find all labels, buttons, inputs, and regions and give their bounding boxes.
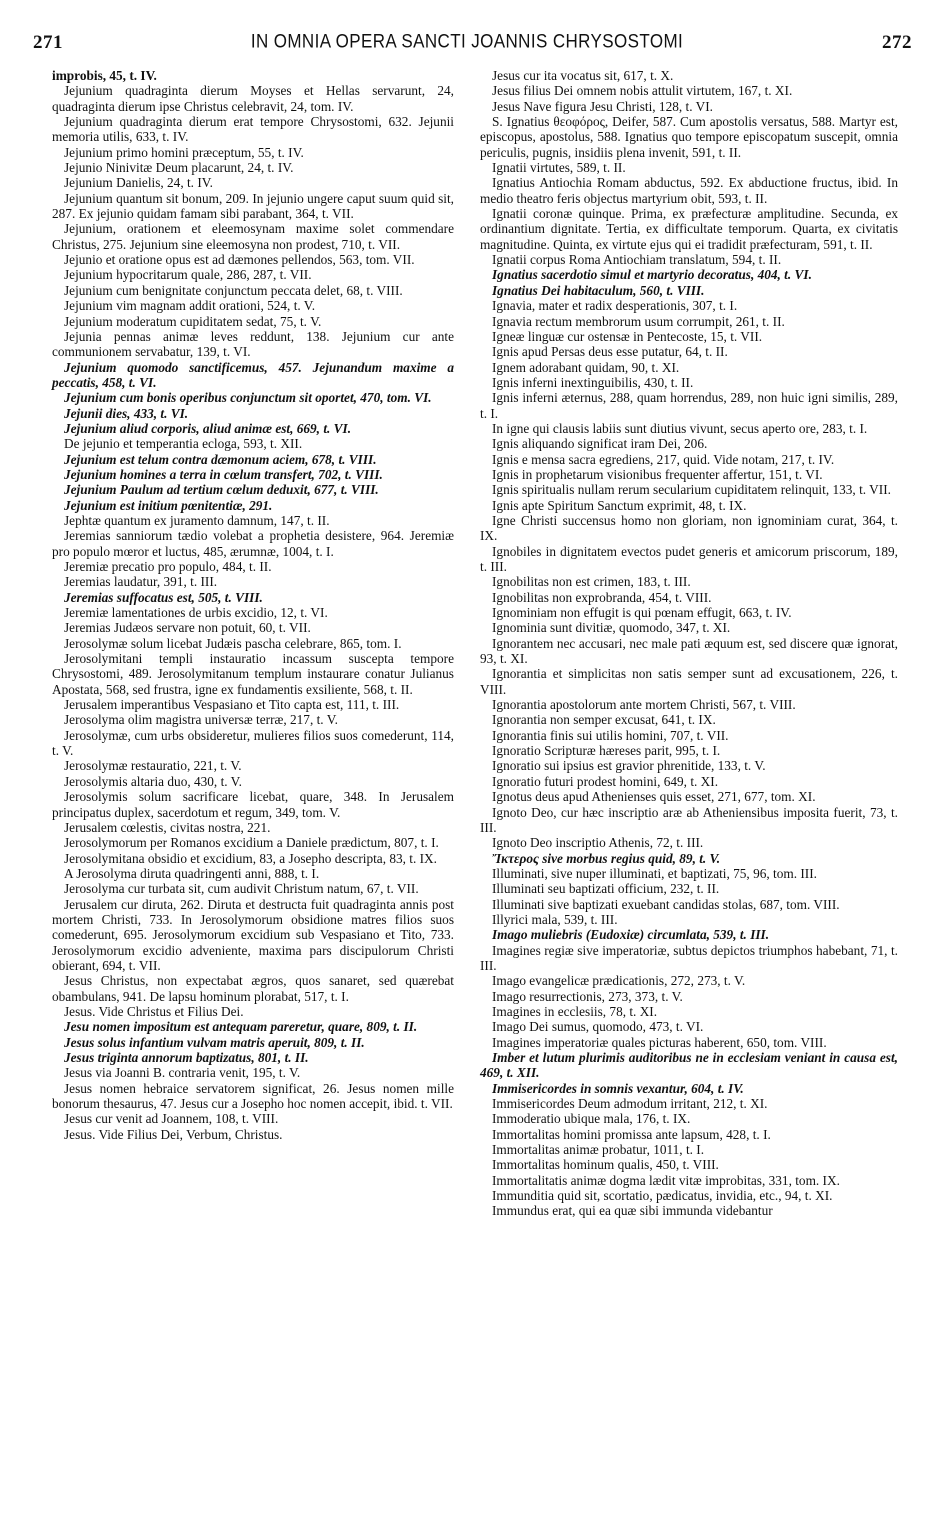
- index-entry: Illuminati sive baptizati exuebant candidas stolas, 687, tom. VIII.: [492, 896, 840, 912]
- index-entry: Jesus triginta annorum baptizatus, 801, t. II.: [64, 1050, 309, 1065]
- index-entry: Immundus erat, qui ea quæ sibi immunda videbantur: [492, 1203, 773, 1219]
- index-entry: Jejunium primo homini præceptum, 55, t. IV.: [64, 144, 304, 160]
- index-entry: A Jerosolyma diruta quadringenti anni, 888, t. I.: [64, 865, 320, 881]
- index-entry: Ignoratio futuri prodest homini, 649, t. XI.: [492, 773, 719, 789]
- page-header: [0, 28, 934, 58]
- index-entry: Ignobiles in dignitatem evectos pudet generis et amicorum priscorum, 189, t. III.: [480, 543, 898, 574]
- running-title: IN OMNIA OPERA SANCTI JOANNIS CHRYSOSTOMI: [250, 30, 684, 53]
- index-entry: Imago muliebris (Eudoxiæ) circumlata, 539, t. III.: [492, 927, 770, 943]
- index-entry: Imago evangelicæ prædicationis, 272, 273, t. V.: [492, 973, 746, 989]
- index-entry: Jesus. Vide Christus et Filius Dei.: [64, 1003, 244, 1019]
- index-entry: Jejunium cum bonis operibus conjunctum sit oportet, 470, tom. VI.: [64, 390, 432, 406]
- index-entry: Jejunium quomodo sanctificemus, 457. Jejunandum maxime a peccatis, 458, t. VI.: [52, 359, 454, 390]
- index-entry: Jeremias Judæos servare non potuit, 60, t. VII.: [64, 620, 311, 636]
- index-entry: Jesus via Joanni B. contraria venit, 195, t. V.: [64, 1065, 301, 1081]
- index-entry: Ignis e mensa sacra egrediens, 217, quid. Vide notam, 217, t. IV.: [492, 451, 835, 467]
- index-column-left: [52, 68, 454, 1142]
- index-entry: Jerosolyma cur turbata sit, cum audivit Christum natum, 67, t. VII.: [64, 881, 419, 897]
- index-entry: Jesus solus infantium vulvam matris aperuit, 809, t. II.: [64, 1034, 365, 1050]
- index-entry: Ignis in prophetarum visionibus frequenter affertur, 151, t. VI.: [492, 466, 823, 482]
- index-entry: Jejunium quadraginta dierum Moyses et Hellas servarunt, 24, quadraginta dierum ipse Christus celebravit, 24, tom. IV.: [52, 83, 454, 114]
- index-entry: Jejunium vim magnam addit orationi, 524, t. V.: [64, 298, 316, 314]
- index-entry: Jejunia pennas animæ leves reddunt, 138. Jejunium cur ante communionem servabatur, 139, t. VI.: [52, 328, 454, 360]
- index-entry: Ignorantia et simplicitas non satis semper sunt ad excusationem, 226, t. VIII.: [480, 666, 898, 697]
- index-entry: Ignobilitas non est crimen, 183, t. III.: [492, 574, 691, 590]
- index-entry: Jejunio et oratione opus est ad dæmones pellendos, 563, tom. VII.: [64, 252, 415, 268]
- index-entry: Ignoratio Scripturæ hæreses parit, 995, t. I.: [492, 743, 721, 759]
- index-entry: Ἴκτερος sive morbus regius quid, 89, t. V.: [492, 850, 721, 866]
- index-entry: Ignobilitas non exprobranda, 454, t. VIII.: [492, 589, 712, 605]
- index-entry: Jerosolymis solum sacrificare licebat, quare, 348. In Jerusalem principatus duplex, sacerdotum et regum, 349, tom. V.: [52, 789, 454, 820]
- index-entry: Ignorantia finis sui utilis homini, 707, t. VII.: [492, 727, 729, 743]
- index-entry: Jerosolymis altaria duo, 430, t. V.: [64, 773, 242, 789]
- index-entry: Illyrici mala, 539, t. III.: [492, 911, 618, 927]
- index-entry: Ignatii corpus Roma Antiochiam translatum, 594, t. II.: [492, 252, 782, 268]
- index-entry: Jerosolymorum per Romanos excidium a Daniele prædictum, 807, t. I.: [64, 835, 439, 851]
- index-entry: Imber et lutum plurimis auditoribus ne in ecclesiam veniant in causa est, 469, t. XII.: [480, 1050, 898, 1081]
- index-entry: improbis, 45, t. IV.: [52, 68, 157, 83]
- index-entry: Immunditia quid sit, scortatio, pædicatus, invidia, etc., 94, t. XI.: [492, 1188, 833, 1204]
- index-entry: Ignoto Deo inscriptio Athenis, 72, t. III.: [492, 835, 704, 851]
- index-entry: Ignorantia non semper excusat, 641, t. IX.: [492, 712, 716, 728]
- index-entry: Jeremiæ lamentationes de urbis excidio, 12, t. VI.: [64, 605, 328, 621]
- index-entry: Ignatius Antiochia Romam abductus, 592. Ex abductione fructus, ibid. In medio theatro feris objectus martyrium obit, 593, t. II.: [480, 175, 898, 206]
- index-entry: Jeremias sanniorum tædio volebat a prophetia desistere, 964. Jeremiæ pro populo mœror et luctus, 485, ærumnæ, 1004, t. I.: [52, 528, 454, 559]
- index-entry: Igne Christi succensus homo non gloriam, non ignominiam curat, 364, t. IX.: [480, 512, 898, 544]
- index-entry: Ignoto Deo, cur hæc inscriptio aræ ab Atheniensibus imposita fuerit, 73, t. III.: [480, 804, 898, 835]
- index-entry: Ignatii virtutes, 589, t. II.: [492, 160, 626, 176]
- index-entry: Jerosolymitana obsidio et excidium, 83, a Josepho descripta, 83, t. IX.: [64, 850, 437, 866]
- index-entry: Ignis inferni æternus, 288, quam horrendus, 289, non huic igni similis, 289, t. I.: [480, 390, 898, 421]
- index-entry: Igneæ linguæ cur ostensæ in Pentecoste, 15, t. VII.: [492, 328, 763, 344]
- index-entry: Ignotus deus apud Athenienses quis esset, 271, 677, tom. XI.: [492, 789, 816, 805]
- index-entry: Jejunium est initium pœnitentiæ, 291.: [64, 497, 273, 513]
- page-number-left: 271: [33, 32, 63, 53]
- index-entry: Jesus Christus, non expectabat ægros, quos sanaret, sed quærebat obambulans, 941. De lapsu hominum plorabat, 517, t. I.: [52, 973, 454, 1004]
- index-entry: Ignis inferni inextinguibilis, 430, t. II.: [492, 374, 694, 390]
- index-entry: Ignis apud Persas deus esse putatur, 64, t. II.: [492, 344, 728, 360]
- index-entry: Jesus cur ita vocatus sit, 617, t. X.: [492, 68, 674, 83]
- index-entry: Imagines imperatoriæ quales picturas haberent, 650, tom. VIII.: [492, 1034, 827, 1050]
- index-entry: S. Ignatius θεοφόρος, Deifer, 587. Cum apostolis versatus, 588. Martyr est, episcopus, apostolus, 588. Ignatius quo tempore episcopatum suscepit, omnia periculis, pugnis, insidiis plena invenit, 591, t. II.: [480, 114, 898, 160]
- index-entry: Ignatius Dei habitaculum, 560, t. VIII.: [492, 282, 705, 298]
- index-entry: Immortalitas homini promissa ante lapsum, 428, t. I.: [492, 1126, 771, 1142]
- index-entry: Immisericordes Deum admodum irritant, 212, t. XI.: [492, 1096, 768, 1112]
- index-entry: Jesus Nave figura Jesu Christi, 128, t. VI.: [492, 98, 713, 114]
- index-entry: Jejunio Ninivitæ Deum placarunt, 24, t. IV.: [64, 160, 294, 176]
- index-entry: Jejunium, orationem et eleemosynam maxime solet commendare Christus, 275. Jejunium sine eleemosyna non prodest, 710, t. VII.: [52, 221, 454, 252]
- index-entry: Illuminati seu baptizati officium, 232, t. II.: [492, 881, 720, 897]
- index-entry: Ignorantia apostolorum ante mortem Christi, 567, t. VIII.: [492, 697, 796, 713]
- index-entry: Ignatii coronæ quinque. Prima, ex præfecturæ amplitudine. Secunda, ex ordinantium dignitate. Tertia, ex difficultate temporum. Quarta, ex civitatis magnitudine. Quinta, ex virtute ejus qui ei tradidit præfecturam, 591, t. II.: [480, 206, 898, 252]
- index-entry: Ignatius sacerdotio simul et martyrio decoratus, 404, t. VI.: [492, 267, 812, 283]
- index-entry: Jejunium est telum contra dæmonum aciem, 678, t. VIII.: [64, 451, 377, 467]
- index-entry: Jejunium moderatum cupiditatem sedat, 75, t. V.: [64, 313, 322, 329]
- index-entry: Jejunium hypocritarum quale, 286, 287, t. VII.: [64, 267, 312, 283]
- index-entry: Jejunium homines a terra in cœlum transfert, 702, t. VIII.: [64, 466, 383, 482]
- index-column-right: [480, 68, 898, 1219]
- index-entry: Ignorantem nec accusari, nec male pati æquum est, sed discere quæ ignorat, 93, t. XI.: [480, 635, 898, 667]
- index-entry: Ignis aliquando significat iram Dei, 206.: [492, 436, 708, 452]
- index-entry: Jerosolymæ, cum urbs obsideretur, mulieres filios suos comederunt, 114, t. V.: [52, 727, 454, 759]
- index-entry: Jesus nomen hebraice servatorem significat, 26. Jesus nomen mille bonorum thesaurus, 47. Jesus cur a Josepho hoc nomen accepit, ibid. t. VII.: [52, 1080, 454, 1112]
- index-entry: Ignominiam non effugit is qui pœnam effugit, 663, t. IV.: [492, 605, 792, 621]
- index-entry: Jejunii dies, 433, t. VI.: [64, 405, 189, 421]
- index-entry: In igne qui clausis labiis sunt diutius vivunt, secus aperto ore, 283, t. I.: [492, 420, 868, 436]
- index-entry: Jerosolymitani templi instauratio incassum suscepta tempore Chrysostomi, 489. Jerosolymitanum templum instaurare conatur Julianus Apostata, 568, sed frustra, igne ex fundamentis exsiliente, 568, t. II.: [52, 651, 454, 697]
- index-entry: Jephtæ quantum ex juramento damnum, 147, t. II.: [64, 512, 330, 528]
- index-entry: Jeremias suffocatus est, 505, t. VIII.: [64, 589, 263, 605]
- index-entry: Jerosolymæ restauratio, 221, t. V.: [64, 758, 242, 774]
- index-entry: Imagines regiæ sive imperatoriæ, subtus depictos triumphos habebant, 71, t. III.: [480, 942, 898, 973]
- index-entry: Jerusalem cœlestis, civitas nostra, 221.: [64, 819, 271, 835]
- index-entry: Jejunium quantum sit bonum, 209. In jejunio ungere caput suum quid sit, 287. Ex jejunio quidam famam sibi parabant, 364, t. VII.: [52, 190, 454, 222]
- index-entry: Jejunium Danielis, 24, t. IV.: [64, 175, 213, 191]
- index-entry: Ignavia, mater et radix desperationis, 307, t. I.: [492, 298, 738, 314]
- index-entry: Jeremiæ precatio pro populo, 484, t. II.: [64, 559, 272, 574]
- index-entry: Ignis spiritualis nullam rerum secularium cupiditatem relinquit, 133, t. VII.: [492, 482, 891, 498]
- index-entry: Jesus. Vide Filius Dei, Verbum, Christus.: [64, 1126, 283, 1142]
- index-entry: Jesu nomen impositum est antequam pareretur, quare, 809, t. II.: [64, 1019, 418, 1035]
- index-entry: Jejunium cum benignitate conjunctum peccata delet, 68, t. VIII.: [64, 282, 403, 298]
- index-entry: Jejunium aliud corporis, aliud animæ est, 669, t. VI.: [64, 420, 352, 436]
- index-entry: Jejunium quadraginta dierum erat tempore Chrysostomi, 632. Jejunii memoria utilis, 633, t. IV.: [52, 114, 454, 145]
- index-entry: Ignavia rectum membrorum usum corrumpit, 261, t. II.: [492, 313, 785, 329]
- index-entry: Jesus filius Dei omnem nobis attulit virtutem, 167, t. XI.: [492, 83, 793, 99]
- page-number-right: 272: [882, 32, 912, 53]
- index-entry: Jerusalem imperantibus Vespasiano et Tito capta est, 111, t. III.: [64, 697, 400, 713]
- index-entry: Jerusalem cur diruta, 262. Diruta et destructa fuit quadraginta annis post mortem Christi, 733. In Jerosolymorum obsidione matres filios suos comederunt, 695. Jerosolymorum excidium sub Vespasiano et Tito, 733. Jerosolymorum excidio adveniente, maxima pars discipulorum Christi obierant, 694, t. VII.: [52, 896, 454, 973]
- index-entry: Imago Dei sumus, quomodo, 473, t. VI.: [492, 1019, 704, 1035]
- index-entry: Ignominia sunt divitiæ, quomodo, 347, t. XI.: [492, 620, 731, 636]
- index-entry: Jerosolyma olim magistra universæ terræ, 217, t. V.: [64, 712, 338, 728]
- index-entry: Immortalitatis animæ dogma lædit vitæ improbitas, 331, tom. IX.: [492, 1172, 840, 1188]
- index-entry: Jeremias laudatur, 391, t. III.: [64, 574, 218, 590]
- index-entry: Immortalitas hominum qualis, 450, t. VIII.: [492, 1157, 719, 1173]
- index-entry: Jerosolymæ solum licebat Judæis pascha celebrare, 865, tom. I.: [64, 635, 402, 651]
- index-entry: Immisericordes in somnis vexantur, 604, t. IV.: [492, 1080, 744, 1096]
- index-entry: Immortalitas animæ probatur, 1011, t. I.: [492, 1142, 705, 1158]
- index-entry: Ignoratio sui ipsius est gravior phrenitide, 133, t. V.: [492, 758, 766, 774]
- index-entry: Illuminati, sive nuper illuminati, et baptizati, 75, 96, tom. III.: [492, 865, 817, 881]
- index-entry: Jesus cur venit ad Joannem, 108, t. VIII.: [64, 1111, 279, 1127]
- index-entry: Ignis apte Spiritum Sanctum exprimit, 48, t. IX.: [492, 497, 747, 513]
- index-entry: Jejunium Paulum ad tertium cœlum deduxit, 677, t. VIII.: [64, 482, 379, 498]
- index-entry: Imagines in ecclesiis, 78, t. XI.: [492, 1003, 658, 1019]
- index-entry: Ignem adorabant quidam, 90, t. XI.: [492, 359, 680, 375]
- index-entry: De jejunio et temperantia ecloga, 593, t. XII.: [64, 436, 303, 452]
- index-entry: Immoderatio ubique mala, 176, t. IX.: [492, 1111, 691, 1127]
- index-entry: Imago resurrectionis, 273, 373, t. V.: [492, 988, 683, 1004]
